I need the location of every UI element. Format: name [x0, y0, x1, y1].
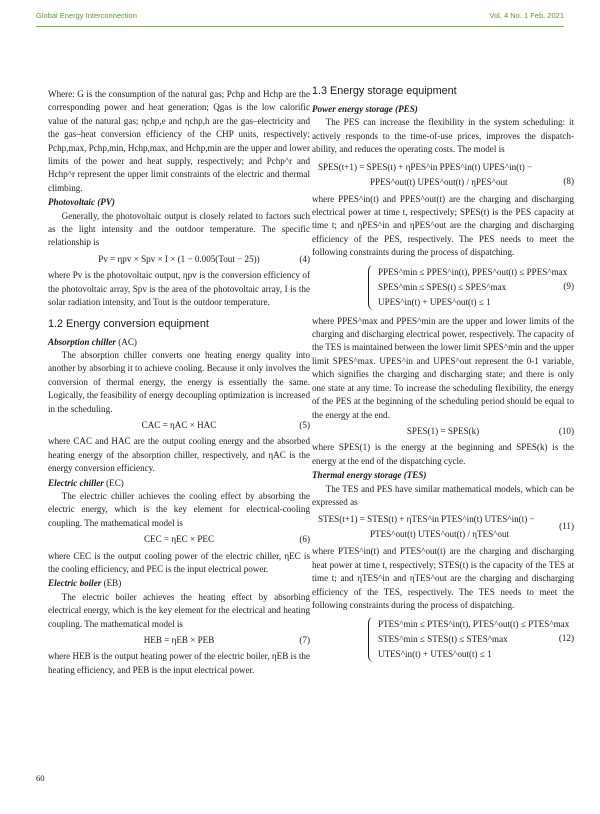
- equation-5: CAC = ηAC × HAC (5): [48, 419, 310, 432]
- equation-number: (11): [559, 521, 574, 532]
- equation-10: SPES(1) = SPES(k) (10): [312, 425, 574, 438]
- equation-number: (8): [563, 175, 574, 186]
- pv-heading: Photovoltaic (PV): [48, 197, 115, 208]
- ac-heading: Absorption chiller (AC): [48, 336, 137, 347]
- equation-8: SPES(t+1) = SPES(t) + ηPES^in PPES^in(t) UPES^in(t) − PPES^out(t) UPES^out(t) / ηPES^out (8): [318, 161, 574, 187]
- tes-where: where PTES^in(t) and PTES^out(t) are the charging and discharging heat power at time t, respectively; STES(t) is the capacity of the TES at time t; and ηTES^in and ηTES^out are the charging and discharging efficiency of the TES, respectively. The TES needs to meet the following constraints during the process of dispatching.: [312, 546, 574, 610]
- equation-4: Pv = ηpv × Spv × I × (1 − 0.005(Tout − 25)) (4): [48, 253, 310, 266]
- pes-limits: where PPES^max and PPES^min are the upper and lower limits of the charging and discharging electrical power, respectively. The capacity of the TES is maintained between the lower limit SPES^min and the upper limit SPES^max. UPES^in and UPES^out represent the 0-1 variable, which signifies the charging and discharging state; and there is only one state at any time. To increase the scheduling flexibility, the energy of the PES at the beginning of the scheduling period should be equal to the energy at the end.: [312, 315, 574, 420]
- chp-variable-definitions: Where: G is the consumption of the natural gas; Pchp and Hchp are the corresponding power and heat generation; Qgas is the low calorific value of the natural gas; ηchp,e and ηchp,h are the gas–electricity and the gas–heat conversion efficiency of the CHP units, respectively; Pchp,max, Pchp,min, Hchp,max, and Hchp,min are the upper and lower limits of the power and heat supply, respectively; and Pchp^r and Hchp^r represent the upper limit constraints of the electric and thermal climbing.: [48, 89, 310, 193]
- ec-paragraph: The electric chiller achieves the cooling effect by absorbing the electric energy, which is the key element for electrical-cooling coupling. The mathematical model is: [48, 490, 310, 528]
- pes-end: where SPES(1) is the energy at the beginning and SPES(k) is the energy at the end of the dispatching cycle.: [312, 442, 574, 466]
- ac-where: where CAC and HAC are the output cooling energy and the absorbed heating energy of the absorption chiller, respectively, and ηAC is the energy conversion efficiency.: [48, 436, 310, 474]
- issue-info: Vol. 4 No. 1 Feb. 2021: [489, 11, 564, 20]
- ec-heading: Electric chiller (EC): [48, 477, 124, 488]
- equation-number: (12): [558, 633, 574, 644]
- section-1-3-heading: 1.3 Energy storage equipment: [312, 85, 457, 97]
- equation-number: (10): [558, 425, 574, 436]
- pes-heading: Power energy storage (PES): [312, 104, 418, 114]
- equation-number: (6): [299, 534, 310, 545]
- left-column: [48, 88, 310, 677]
- running-header: [36, 0, 564, 30]
- equation-11: STES(t+1) = STES(t) + ηTES^in PTES^in(t) UTES^in(t) − PTES^out(t) UTES^out(t) / ηTES^out (11): [318, 514, 574, 540]
- eb-heading: Electric boiler (EB): [48, 578, 122, 589]
- pv-paragraph: Generally, the photovoltaic output is closely related to factors such as the light intensity and the outdoor temperature. The specific relationship is: [48, 210, 310, 248]
- header-rule: [36, 26, 564, 27]
- equation-12: PTES^min ≤ PTES^in(t), PTES^out(t) ≤ PTES^max STES^min ≤ STES(t) ≤ STES^max UTES^in(t) + UTES^out(t) ≤ 1 (12): [368, 617, 574, 662]
- equation-number: (9): [563, 280, 574, 291]
- tes-heading: Thermal energy storage (TES): [312, 470, 427, 481]
- equation-number: (7): [299, 635, 310, 646]
- tes-paragraph: The TES and PES have similar mathematical models, which can be expressed as: [312, 483, 574, 507]
- eb-paragraph: The electric boiler achieves the heating effect by absorbing electrical energy, which is the key element for the electrical and heating coupling. The mathematical model is: [48, 591, 310, 629]
- pv-where: where Pv is the photovoltaic output, ηpv is the conversion efficiency of the photovoltaic array, Spv is the area of the photovoltaic array, I is the solar radiation intensity, and Tout is the outdoor temperature.: [48, 270, 310, 308]
- ac-paragraph: The absorption chiller converts one heating energy quality into another by absorbing it to achieve cooling. Because it only involves the conversion of thermal energy, the energy is essentially the same. Logically, the feasibility of energy decoupling optimization is increased in the scheduling.: [48, 349, 310, 414]
- right-column: [312, 84, 574, 667]
- journal-name: Global Energy Interconnection: [36, 11, 137, 20]
- ec-where: where CEC is the output cooling power of the electric chiller, ηEC is the cooling efficiency, and PEC is the input electrical power.: [48, 550, 310, 574]
- equation-number: (4): [299, 253, 310, 264]
- equation-number: (5): [299, 419, 310, 430]
- pes-paragraph: The PES can increase the flexibility in the system scheduling: it actively responds to the time-of-use prices, improves the dispatch-ability, and reduces the operating costs. The model is: [312, 117, 574, 155]
- page-number: 60: [36, 773, 45, 783]
- equation-9: PPES^min ≤ PPES^in(t), PPES^out(t) ≤ PPES^max SPES^min ≤ SPES(t) ≤ SPES^max UPES^in(t) + UPES^out(t) ≤ 1 (9): [368, 265, 574, 310]
- section-1-2-heading: 1.2 Energy conversion equipment: [48, 317, 209, 330]
- equation-6: CEC = ηEC × PEC (6): [48, 533, 310, 546]
- eb-where: where HEB is the output heating power of the electric boiler, ηEB is the heating efficiency, and PEB is the input electrical power.: [48, 651, 310, 675]
- equation-7: HEB = ηEB × PEB (7): [48, 634, 310, 647]
- pes-where: where PPES^in(t) and PPES^out(t) are the charging and discharging electrical power at time t, respectively; SPES(t) is the PES capacity at time t; and ηPES^in and ηPES^out are the charging and discharging efficiency of the PES, respectively. The PES needs to meet the following constraints during the process of dispatching.: [312, 193, 574, 258]
